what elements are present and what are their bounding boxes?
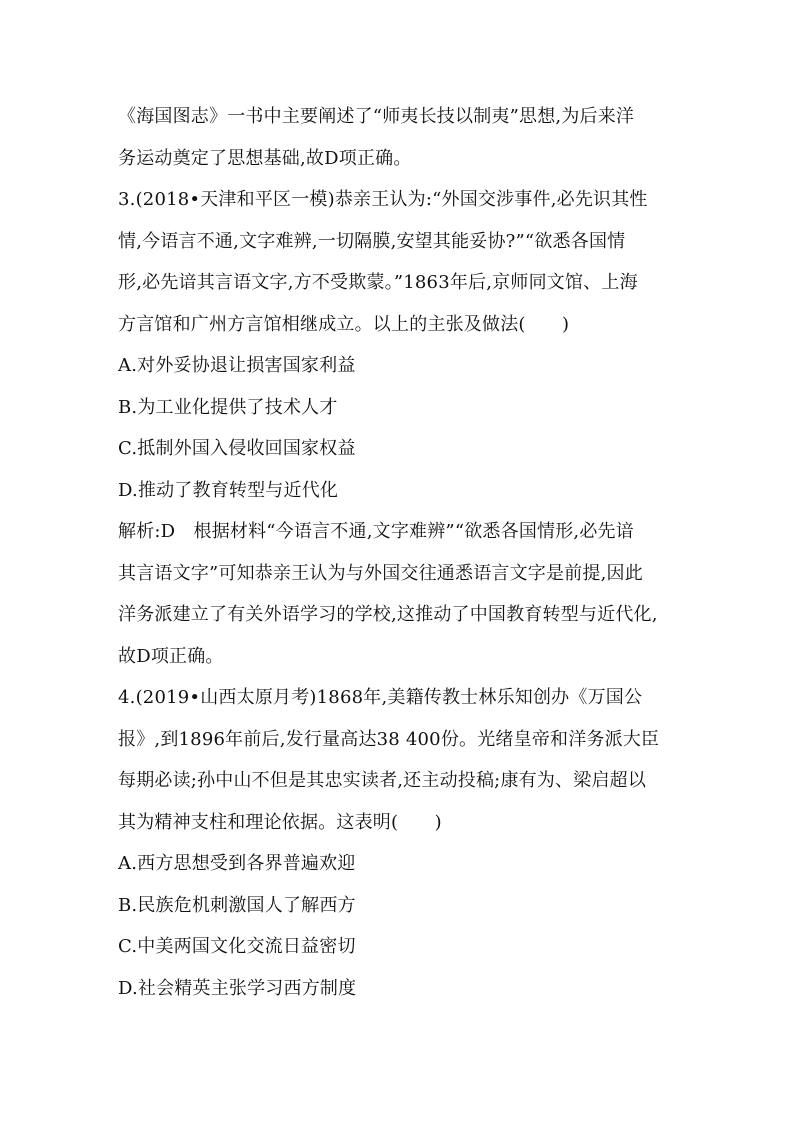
question-3-analysis: [118, 511, 678, 553]
text-line: [118, 802, 678, 844]
text-line: [118, 138, 678, 180]
text-line-content: 其言语文字”可知恭亲王认为与外国交往通悉语言文字是前提,因此: [118, 562, 643, 584]
text-line-content: 报》,到1896年前后,发行量高达38 400份。光绪皇帝和洋务派大臣: [118, 728, 660, 750]
text-line-content: 3.(2018•天津和平区一模)恭亲王认为:“外国交涉事件,必先识其性: [118, 189, 648, 210]
question-4-option-b: [118, 885, 678, 927]
text-line: [118, 719, 678, 761]
text-line: [118, 96, 678, 138]
question-4-stem: [118, 677, 678, 719]
text-line-content: B.为工业化提供了技术人才: [118, 396, 338, 418]
text-line-content: C.中美两国文化交流日益密切: [118, 936, 356, 957]
question-4-option-c: [118, 926, 678, 968]
text-line-content: 方言馆和广州方言馆相继成立。以上的主张及做法( ): [118, 313, 570, 335]
text-line-content: A.对外妥协退让损害国家利益: [118, 355, 356, 376]
text-line-content: D.社会精英主张学习西方制度: [118, 977, 357, 999]
text-line-content: 每期必读;孙中山不但是其忠实读者,还主动投稿;康有为、梁启超以: [118, 770, 647, 791]
text-line: [118, 553, 678, 595]
text-line: [118, 262, 678, 304]
text-line: [118, 636, 678, 678]
question-3-option-a: [118, 345, 678, 387]
text-line-content: 务运动奠定了思想基础,故D项正确。: [118, 147, 412, 169]
text-line-content: 其为精神支柱和理论依据。这表明( ): [118, 811, 442, 833]
question-4-option-a: [118, 843, 678, 885]
text-line-content: A.西方思想受到各界普遍欢迎: [118, 853, 356, 874]
text-line-content: 解析:D 根据材料“今语言不通,文字难辨”“欲悉各国情形,必先谙: [118, 521, 634, 542]
question-3-option-b: [118, 387, 678, 429]
question-4-option-d: [118, 968, 678, 1010]
question-3-stem: [118, 179, 678, 221]
text-line: [118, 760, 678, 802]
text-line-content: B.民族危机刺激国人了解西方: [118, 894, 356, 916]
text-line: [118, 221, 678, 263]
text-line: [118, 594, 678, 636]
question-3-option-c: [118, 428, 678, 470]
text-line-content: 形,必先谙其言语文字,方不受欺蒙。”1863年后,京师同文馆、上海: [118, 272, 638, 293]
text-line-content: 4.(2019•山西太原月考)1868年,美籍传教士林乐知创办《万国公: [118, 687, 643, 708]
text-line-content: C.抵制外国入侵收回国家权益: [118, 438, 356, 459]
text-line-content: D.推动了教育转型与近代化: [118, 479, 339, 501]
text-line-content: 《海国图志》一书中主要阐述了“师夷长技以制夷”思想,为后来洋: [118, 106, 635, 127]
text-line-content: 故D项正确。: [118, 645, 224, 667]
document-page: [118, 96, 678, 1009]
text-line-content: 洋务派建立了有关外语学习的学校,这推动了中国教育转型与近代化,: [118, 604, 658, 625]
text-line: [118, 304, 678, 346]
text-line-content: 情,今语言不通,文字难辨,一切隔膜,安望其能妥协?”“欲悉各国情: [118, 230, 626, 252]
question-3-option-d: [118, 470, 678, 512]
